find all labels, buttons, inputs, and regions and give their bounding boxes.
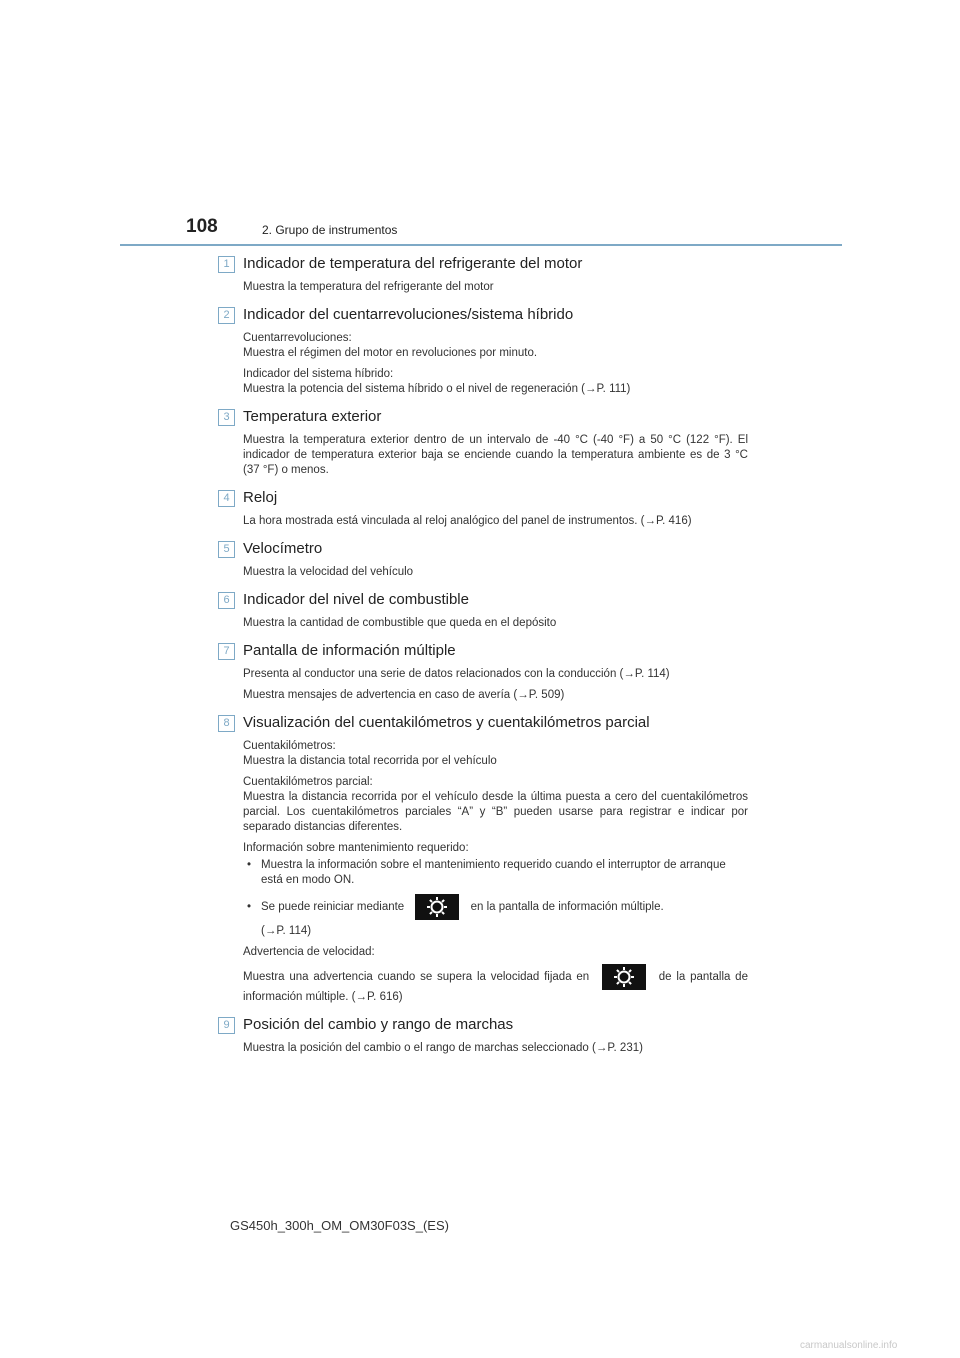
bullet-text: Se puede reiniciar mediante [261, 901, 405, 914]
paragraph: Muestra una advertencia cuando se supera la velocidad fijada en [243, 971, 590, 984]
section-title: Posición del cambio y rango de marchas [243, 1016, 514, 1033]
bullet-text: en la pantalla de información múltiple. [470, 901, 664, 914]
section-number: 4 [218, 490, 235, 507]
section-number: 1 [218, 256, 235, 273]
section-8 [218, 713, 748, 1005]
section-title: Visualización del cuentakilómetros y cuentakilómetros parcial [243, 714, 650, 731]
paragraph-heading: Cuentarrevoluciones: [243, 332, 352, 344]
paragraph: Muestra la distancia recorrida por el vehículo desde la última puesta a cero del cuentakilómetros parcial. Los cuentakilómetros parciales “A” y “B” pueden usarse para registrar e indicar por separado distancias diferentes. [243, 791, 748, 833]
document-code: GS450h_300h_OM_OM30F03S_(ES) [230, 1218, 449, 1233]
paragraph: Muestra el régimen del motor en revoluciones por minuto. [243, 347, 538, 359]
section-2 [218, 305, 748, 397]
gear-icon [602, 964, 646, 990]
watermark: carmanualsonline.info [800, 1340, 898, 1351]
section-number: 5 [218, 541, 235, 558]
paragraph: Muestra la velocidad del vehículo [243, 566, 414, 578]
section-number: 6 [218, 592, 235, 609]
section-title: Pantalla de información múltiple [243, 642, 456, 659]
paragraph: Muestra la posición del cambio o el rango de marchas seleccionado (→P. 231) [243, 1042, 643, 1054]
list-item [243, 858, 748, 888]
section-4 [218, 488, 748, 529]
paragraph: La hora mostrada está vinculada al reloj analógico del panel de instrumentos. (→P. 416) [243, 515, 692, 527]
section-6 [218, 590, 748, 631]
section-3 [218, 407, 748, 478]
section-title: Indicador del nivel de combustible [243, 591, 469, 608]
section-title: Indicador de temperatura del refrigerante del motor [243, 255, 583, 272]
paragraph: Muestra la temperatura exterior dentro de un intervalo de -40 °C (-40 °F) a 50 °C (122 °F). El indicador de temperatura exterior baja se enciende cuando la temperatura ambiente es de 3 °C (37 °F) o menos. [243, 434, 748, 476]
paragraph-heading: Cuentakilómetros parcial: [243, 776, 373, 788]
paragraph-heading: Indicador del sistema híbrido: [243, 368, 394, 380]
section-5 [218, 539, 748, 580]
section-number: 7 [218, 643, 235, 660]
section-number: 8 [218, 715, 235, 732]
section-1 [218, 254, 748, 295]
paragraph: Muestra la cantidad de combustible que queda en el depósito [243, 617, 557, 629]
paragraph: Muestra mensajes de advertencia en caso de avería (→P. 509) [243, 689, 565, 701]
list-item [243, 894, 748, 920]
section-number: 3 [218, 409, 235, 426]
header-divider [120, 244, 842, 246]
paragraph: Muestra la potencia del sistema híbrido o el nivel de regeneración (→P. 111) [243, 383, 631, 395]
bullet-mark: • [247, 900, 252, 913]
paragraph: Muestra la temperatura del refrigerante del motor [243, 281, 494, 293]
paragraph: Muestra la distancia total recorrida por el vehículo [243, 755, 497, 767]
content [218, 254, 748, 1066]
page-number: 108 [186, 216, 218, 237]
section-number: 2 [218, 307, 235, 324]
bullet-mark: • [247, 859, 252, 871]
chapter-title: 2. Grupo de instrumentos [262, 223, 398, 237]
section-7 [218, 641, 748, 703]
paragraph: Presenta al conductor una serie de datos relacionados con la conducción (→P. 114) [243, 668, 670, 680]
bullet-text: Muestra la información sobre el mantenimiento requerido cuando el interruptor de arranque está en modo ON. [261, 859, 726, 886]
page-reference: (→P. 114) [261, 925, 312, 937]
paragraph-heading: Información sobre mantenimiento requerido: [243, 842, 469, 854]
section-9 [218, 1015, 748, 1056]
gear-icon [415, 894, 459, 920]
paragraph: de la pantalla de información múltiple. (→P. 616) [243, 971, 748, 1003]
section-title: Indicador del cuentarrevoluciones/sistema híbrido [243, 306, 574, 323]
section-number: 9 [218, 1017, 235, 1034]
section-title: Reloj [243, 489, 278, 506]
paragraph-heading: Cuentakilómetros: [243, 740, 336, 752]
section-title: Temperatura exterior [243, 408, 382, 425]
paragraph-heading: Advertencia de velocidad: [243, 946, 375, 958]
section-title: Velocímetro [243, 540, 323, 557]
